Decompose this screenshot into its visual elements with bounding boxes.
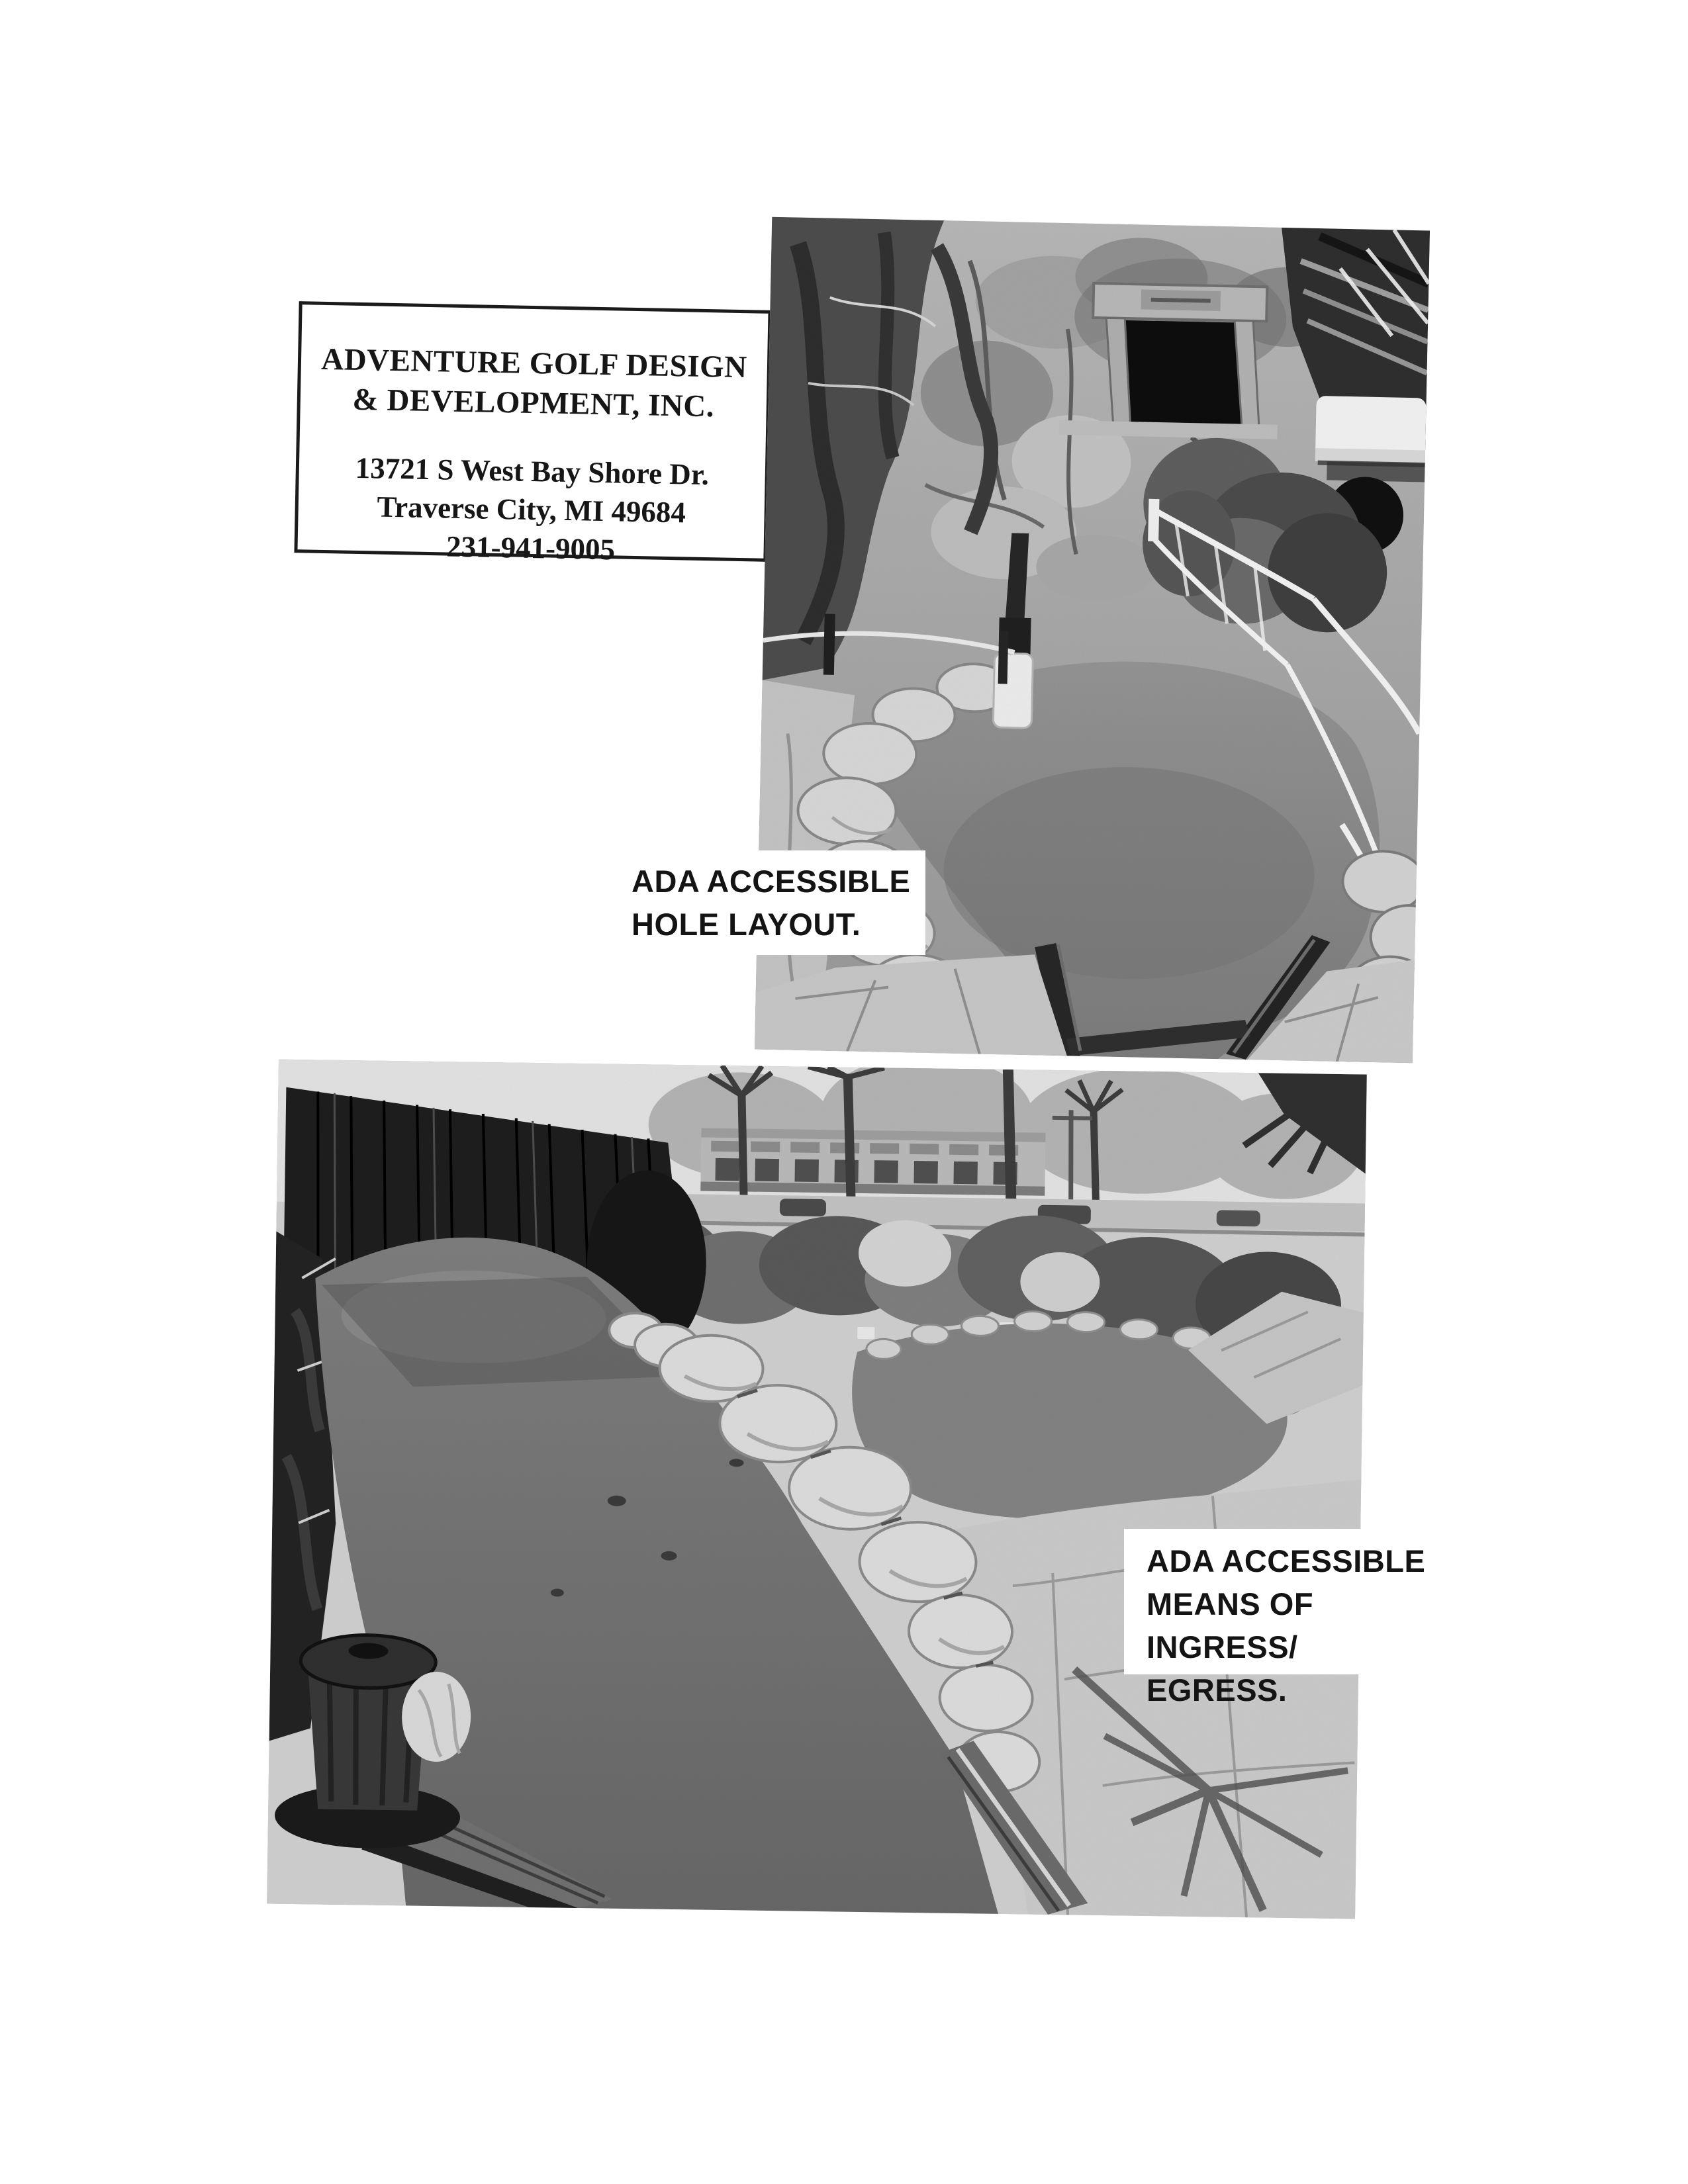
company-name-line2: & DEVELOPMENT, INC.	[352, 382, 715, 424]
caption-hole-layout-line2: HOLE LAYOUT.	[632, 907, 861, 942]
caption-ingress-line1: ADA ACCESSIBLE	[1147, 1543, 1426, 1578]
company-address	[297, 447, 765, 571]
caption-hole-layout	[608, 850, 925, 955]
photo-grain	[267, 1060, 1367, 1919]
photo-ada-ingress-egress	[267, 1060, 1367, 1919]
company-name-line1: ADVENTURE GOLF DESIGN	[320, 341, 748, 385]
company-address-city: Traverse City, MI 49684	[377, 490, 686, 529]
caption-ingress-line3: EGRESS.	[1147, 1672, 1288, 1707]
company-name	[300, 339, 767, 427]
caption-hole-layout-line1: ADA ACCESSIBLE	[632, 864, 911, 899]
company-address-street: 13721 S West Bay Shore Dr.	[355, 451, 710, 492]
caption-ingress-egress	[1124, 1529, 1430, 1707]
company-info-box	[294, 301, 771, 567]
company-phone: 231-941-9005	[445, 529, 616, 567]
caption-ingress-line2: MEANS OF INGRESS/	[1147, 1586, 1314, 1664]
mini-golf-path-scene	[267, 1060, 1367, 1919]
